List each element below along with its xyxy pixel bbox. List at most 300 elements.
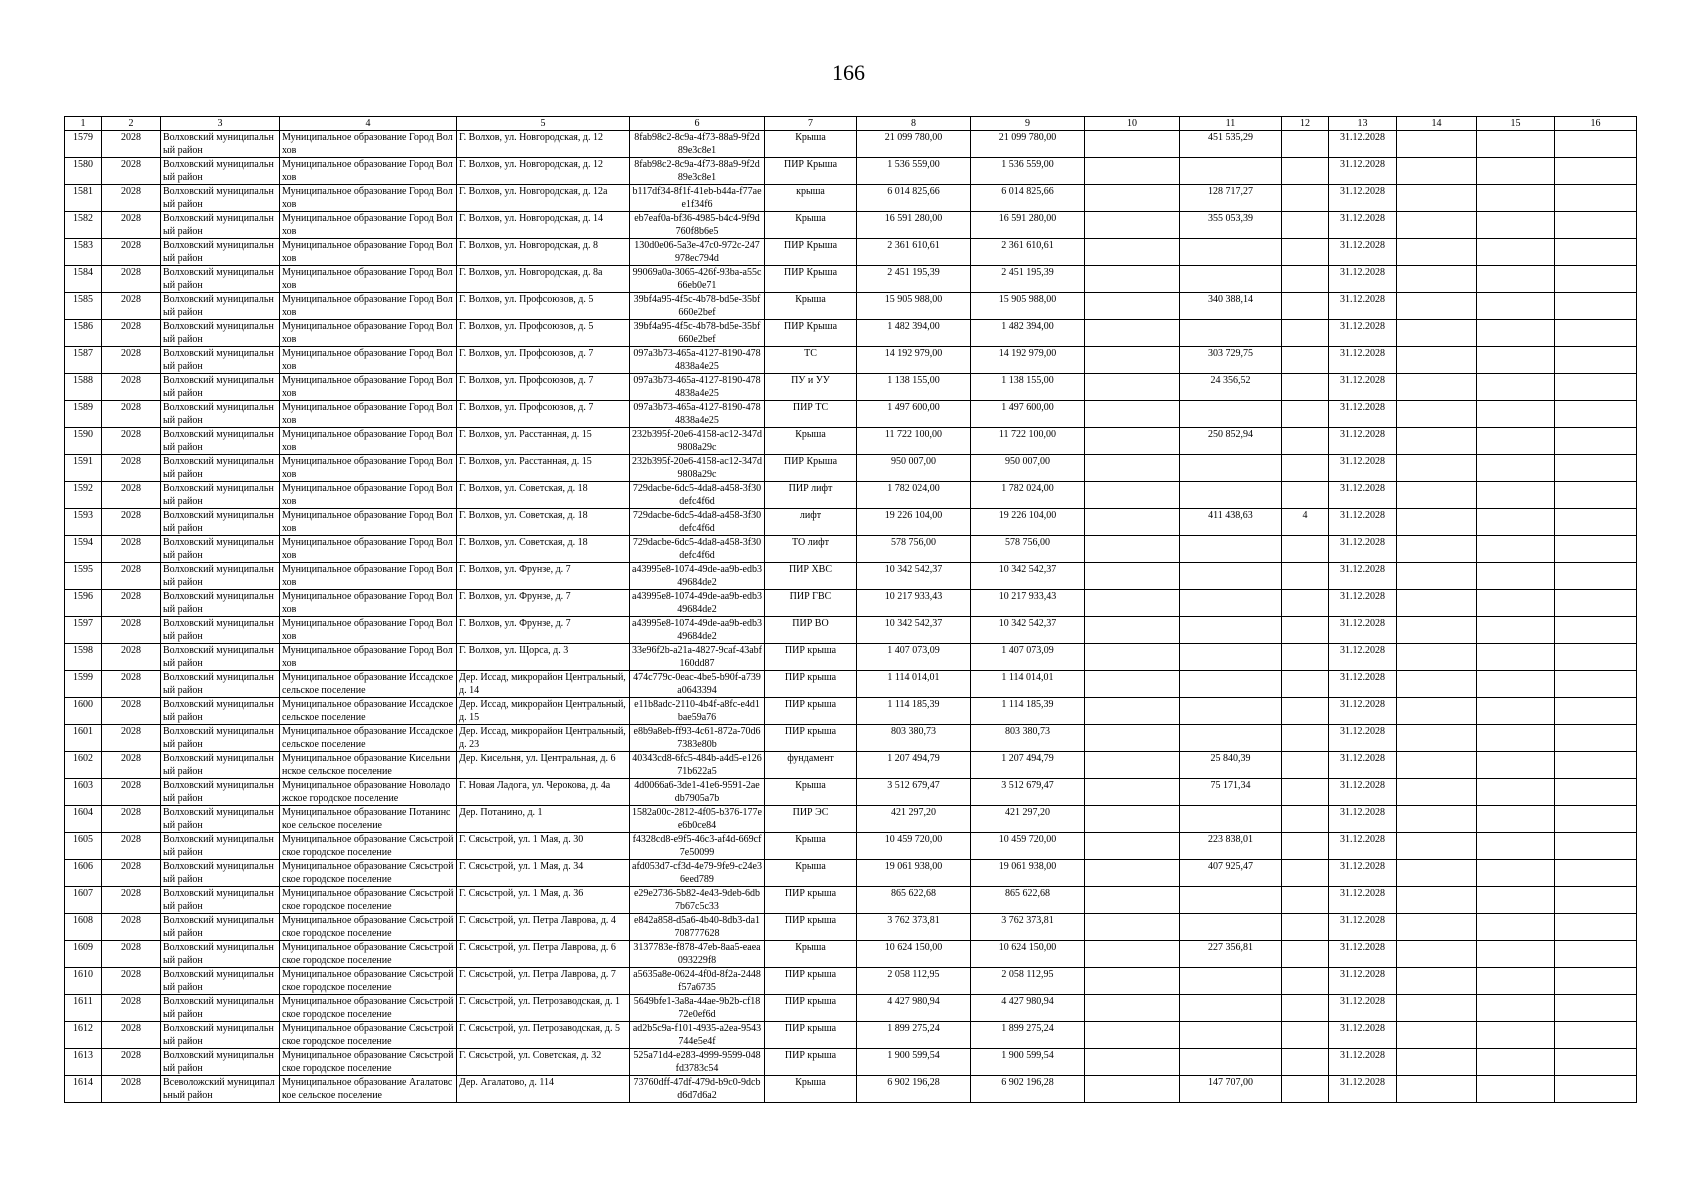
table-cell-col-4: Муниципальное образование Сясьстройское городское поселение [280,1022,457,1049]
table-row [65,509,1637,536]
table-cell-col-5: Дер. Агалатово, д. 114 [457,1076,630,1103]
table-cell-col-13: 31.12.2028 [1329,428,1397,455]
table-cell-col-4: Муниципальное образование Город Волхов [280,563,457,590]
table-cell-col-16 [1555,941,1637,968]
table-cell-col-8: 19 226 104,00 [857,509,971,536]
table-cell-col-13: 31.12.2028 [1329,509,1397,536]
table-cell-col-11 [1180,887,1282,914]
table-cell-col-1: 1605 [65,833,102,860]
header-row [65,117,1637,131]
table-cell-col-13: 31.12.2028 [1329,752,1397,779]
table-cell-col-8: 10 342 542,37 [857,617,971,644]
table-cell-col-3: Волховский муниципальный район [161,725,280,752]
table-cell-col-6: 474c779c-0eac-4be5-b90f-a739a0643394 [630,671,765,698]
column-header-11: 11 [1180,117,1282,131]
table-cell-col-15 [1477,536,1555,563]
table-cell-col-3: Волховский муниципальный район [161,563,280,590]
column-header-5: 5 [457,117,630,131]
table-row [65,131,1637,158]
table-cell-col-2: 2028 [102,320,161,347]
table-row [65,374,1637,401]
table-cell-col-14 [1397,320,1477,347]
table-cell-col-5: Дер. Иссад, микрорайон Центральный, д. 14 [457,671,630,698]
table-cell-col-15 [1477,887,1555,914]
table-cell-col-7: ПИР крыша [765,1022,857,1049]
table-cell-col-16 [1555,536,1637,563]
table-cell-col-11 [1180,1049,1282,1076]
table-cell-col-14 [1397,482,1477,509]
table-cell-col-5: Г. Сясьстрой, ул. 1 Мая, д. 34 [457,860,630,887]
table-cell-col-16 [1555,671,1637,698]
table-cell-col-2: 2028 [102,887,161,914]
table-cell-col-1: 1587 [65,347,102,374]
table-cell-col-1: 1594 [65,536,102,563]
table-cell-col-6: 40343cd8-6fc5-484b-a4d5-e12671b622a5 [630,752,765,779]
registry-table [64,116,1637,1103]
table-cell-col-2: 2028 [102,347,161,374]
table-cell-col-13: 31.12.2028 [1329,698,1397,725]
table-cell-col-4: Муниципальное образование Город Волхов [280,293,457,320]
table-cell-col-7: ПИР крыша [765,644,857,671]
table-cell-col-3: Волховский муниципальный район [161,239,280,266]
table-cell-col-3: Волховский муниципальный район [161,401,280,428]
table-cell-col-15 [1477,968,1555,995]
table-cell-col-5: Г. Волхов, ул. Профсоюзов, д. 7 [457,347,630,374]
table-cell-col-12 [1282,833,1329,860]
table-cell-col-11: 75 171,34 [1180,779,1282,806]
table-cell-col-8: 803 380,73 [857,725,971,752]
table-cell-col-9: 1 138 155,00 [971,374,1085,401]
table-cell-col-6: a43995e8-1074-49de-aa9b-edb349684de2 [630,617,765,644]
table-cell-col-11 [1180,239,1282,266]
table-cell-col-9: 803 380,73 [971,725,1085,752]
table-cell-col-10 [1085,698,1180,725]
table-cell-col-3: Волховский муниципальный район [161,266,280,293]
table-cell-col-2: 2028 [102,779,161,806]
table-cell-col-6: eb7eaf0a-bf36-4985-b4c4-9f9d760f8b6e5 [630,212,765,239]
table-row [65,644,1637,671]
table-cell-col-2: 2028 [102,725,161,752]
table-cell-col-7: ПИР ВО [765,617,857,644]
table-cell-col-7: ТС [765,347,857,374]
table-cell-col-10 [1085,617,1180,644]
table-cell-col-3: Волховский муниципальный район [161,212,280,239]
column-header-13: 13 [1329,117,1397,131]
table-cell-col-5: Дер. Кисельня, ул. Центральная, д. 6 [457,752,630,779]
table-cell-col-11 [1180,455,1282,482]
table-cell-col-16 [1555,644,1637,671]
table-cell-col-15 [1477,428,1555,455]
column-header-10: 10 [1085,117,1180,131]
table-cell-col-2: 2028 [102,833,161,860]
table-cell-col-10 [1085,1049,1180,1076]
table-cell-col-2: 2028 [102,1076,161,1103]
table-cell-col-5: Г. Волхов, ул. Советская, д. 18 [457,482,630,509]
table-cell-col-14 [1397,266,1477,293]
table-row [65,212,1637,239]
table-cell-col-8: 16 591 280,00 [857,212,971,239]
table-cell-col-12 [1282,212,1329,239]
table-cell-col-4: Муниципальное образование Город Волхов [280,590,457,617]
table-cell-col-14 [1397,590,1477,617]
table-cell-col-13: 31.12.2028 [1329,482,1397,509]
table-cell-col-9: 19 061 938,00 [971,860,1085,887]
table-cell-col-12 [1282,1049,1329,1076]
table-cell-col-16 [1555,212,1637,239]
table-cell-col-3: Волховский муниципальный район [161,293,280,320]
table-cell-col-4: Муниципальное образование Иссадское сельское поселение [280,725,457,752]
table-cell-col-12 [1282,455,1329,482]
table-cell-col-7: ПИР Крыша [765,455,857,482]
table-cell-col-14 [1397,185,1477,212]
table-cell-col-3: Волховский муниципальный район [161,671,280,698]
table-cell-col-1: 1585 [65,293,102,320]
table-cell-col-7: ПИР ГВС [765,590,857,617]
table-cell-col-16 [1555,1049,1637,1076]
table-cell-col-16 [1555,428,1637,455]
table-cell-col-8: 950 007,00 [857,455,971,482]
table-cell-col-13: 31.12.2028 [1329,941,1397,968]
table-cell-col-2: 2028 [102,374,161,401]
table-cell-col-16 [1555,590,1637,617]
table-cell-col-16 [1555,239,1637,266]
table-cell-col-9: 16 591 280,00 [971,212,1085,239]
table-cell-col-2: 2028 [102,995,161,1022]
table-cell-col-9: 578 756,00 [971,536,1085,563]
table-cell-col-10 [1085,590,1180,617]
table-cell-col-12 [1282,779,1329,806]
table-cell-col-2: 2028 [102,968,161,995]
table-cell-col-15 [1477,401,1555,428]
table-cell-col-4: Муниципальное образование Сясьстройское городское поселение [280,914,457,941]
table-cell-col-11: 128 717,27 [1180,185,1282,212]
table-row [65,941,1637,968]
table-cell-col-10 [1085,887,1180,914]
table-cell-col-10 [1085,860,1180,887]
table-cell-col-6: e8b9a8eb-ff93-4c61-872a-70d67383e80b [630,725,765,752]
table-cell-col-1: 1593 [65,509,102,536]
table-cell-col-2: 2028 [102,482,161,509]
table-cell-col-1: 1586 [65,320,102,347]
table-cell-col-5: Г. Волхов, ул. Фрунзе, д. 7 [457,617,630,644]
table-cell-col-13: 31.12.2028 [1329,212,1397,239]
table-cell-col-11 [1180,590,1282,617]
table-cell-col-15 [1477,185,1555,212]
table-cell-col-10 [1085,158,1180,185]
table-cell-col-1: 1607 [65,887,102,914]
table-cell-col-5: Г. Волхов, ул. Профсоюзов, д. 5 [457,293,630,320]
table-cell-col-16 [1555,698,1637,725]
table-cell-col-12 [1282,1076,1329,1103]
table-cell-col-9: 1 782 024,00 [971,482,1085,509]
table-cell-col-8: 865 622,68 [857,887,971,914]
table-cell-col-4: Муниципальное образование Город Волхов [280,239,457,266]
table-cell-col-3: Волховский муниципальный район [161,941,280,968]
table-cell-col-4: Муниципальное образование Город Волхов [280,401,457,428]
table-cell-col-1: 1581 [65,185,102,212]
table-cell-col-6: e29e2736-5b82-4e43-9deb-6db7b67c5c33 [630,887,765,914]
table-cell-col-15 [1477,509,1555,536]
table-cell-col-2: 2028 [102,590,161,617]
table-cell-col-5: Г. Волхов, ул. Фрунзе, д. 7 [457,590,630,617]
table-cell-col-16 [1555,347,1637,374]
table-cell-col-1: 1588 [65,374,102,401]
table-cell-col-2: 2028 [102,428,161,455]
table-cell-col-5: Г. Волхов, ул. Новгородская, д. 12а [457,185,630,212]
table-cell-col-15 [1477,860,1555,887]
table-cell-col-15 [1477,941,1555,968]
table-cell-col-6: 097a3b73-465a-4127-8190-4784838a4e25 [630,401,765,428]
table-cell-col-6: 729dacbe-6dc5-4da8-a458-3f30defc4f6d [630,509,765,536]
table-row [65,320,1637,347]
table-cell-col-6: 5649bfe1-3a8a-44ae-9b2b-cf1872e0ef6d [630,995,765,1022]
table-cell-col-4: Муниципальное образование Потанинское сельское поселение [280,806,457,833]
table-cell-col-14 [1397,860,1477,887]
table-cell-col-8: 2 361 610,61 [857,239,971,266]
table-cell-col-6: 729dacbe-6dc5-4da8-a458-3f30defc4f6d [630,482,765,509]
table-cell-col-7: ПИР лифт [765,482,857,509]
table-cell-col-5: Г. Волхов, ул. Щорса, д. 3 [457,644,630,671]
table-cell-col-9: 19 226 104,00 [971,509,1085,536]
table-cell-col-3: Волховский муниципальный район [161,644,280,671]
table-cell-col-16 [1555,833,1637,860]
table-cell-col-10 [1085,1022,1180,1049]
table-cell-col-8: 6 902 196,28 [857,1076,971,1103]
table-cell-col-16 [1555,266,1637,293]
table-cell-col-12 [1282,401,1329,428]
table-cell-col-4: Муниципальное образование Новоладожское городское поселение [280,779,457,806]
table-cell-col-10 [1085,374,1180,401]
table-cell-col-1: 1590 [65,428,102,455]
table-cell-col-11 [1180,725,1282,752]
table-cell-col-7: Крыша [765,941,857,968]
table-cell-col-12 [1282,239,1329,266]
table-row [65,293,1637,320]
table-cell-col-8: 14 192 979,00 [857,347,971,374]
table-cell-col-11 [1180,617,1282,644]
table-cell-col-10 [1085,914,1180,941]
table-cell-col-7: крыша [765,185,857,212]
table-row [65,401,1637,428]
table-cell-col-6: e11b8adc-2110-4b4f-a8fc-e4d1bae59a76 [630,698,765,725]
table-cell-col-2: 2028 [102,131,161,158]
table-row [65,590,1637,617]
table-cell-col-7: ПИР крыша [765,887,857,914]
table-cell-col-16 [1555,1076,1637,1103]
table-cell-col-13: 31.12.2028 [1329,185,1397,212]
table-cell-col-3: Волховский муниципальный район [161,428,280,455]
table-cell-col-1: 1595 [65,563,102,590]
table-cell-col-7: ПИР Крыша [765,266,857,293]
table-cell-col-1: 1602 [65,752,102,779]
table-cell-col-9: 1 207 494,79 [971,752,1085,779]
table-cell-col-10 [1085,401,1180,428]
table-cell-col-15 [1477,374,1555,401]
table-row [65,725,1637,752]
table-cell-col-11: 223 838,01 [1180,833,1282,860]
table-cell-col-8: 10 342 542,37 [857,563,971,590]
table-cell-col-15 [1477,617,1555,644]
table-cell-col-12 [1282,563,1329,590]
table-cell-col-9: 950 007,00 [971,455,1085,482]
table-cell-col-5: Г. Сясьстрой, ул. 1 Мая, д. 36 [457,887,630,914]
column-header-14: 14 [1397,117,1477,131]
table-cell-col-12 [1282,293,1329,320]
table-cell-col-10 [1085,536,1180,563]
table-cell-col-4: Муниципальное образование Город Волхов [280,536,457,563]
table-cell-col-12: 4 [1282,509,1329,536]
table-cell-col-14 [1397,941,1477,968]
table-cell-col-2: 2028 [102,860,161,887]
table-cell-col-14 [1397,644,1477,671]
table-cell-col-1: 1582 [65,212,102,239]
table-row [65,671,1637,698]
table-cell-col-9: 1 497 600,00 [971,401,1085,428]
table-cell-col-8: 1 114 185,39 [857,698,971,725]
table-cell-col-14 [1397,293,1477,320]
table-cell-col-15 [1477,752,1555,779]
table-cell-col-6: 33e96f2b-a21a-4827-9caf-43abf160dd87 [630,644,765,671]
table-cell-col-12 [1282,644,1329,671]
table-cell-col-8: 1 114 014,01 [857,671,971,698]
table-cell-col-11: 24 356,52 [1180,374,1282,401]
column-header-1: 1 [65,117,102,131]
table-cell-col-13: 31.12.2028 [1329,347,1397,374]
table-cell-col-4: Муниципальное образование Город Волхов [280,455,457,482]
table-cell-col-1: 1604 [65,806,102,833]
table-cell-col-14 [1397,239,1477,266]
table-cell-col-3: Волховский муниципальный район [161,860,280,887]
table-cell-col-15 [1477,131,1555,158]
table-row [65,914,1637,941]
table-cell-col-14 [1397,617,1477,644]
table-cell-col-12 [1282,914,1329,941]
table-cell-col-9: 421 297,20 [971,806,1085,833]
table-cell-col-9: 3 512 679,47 [971,779,1085,806]
table-cell-col-3: Волховский муниципальный район [161,131,280,158]
table-cell-col-11 [1180,401,1282,428]
table-cell-col-9: 1 482 394,00 [971,320,1085,347]
table-cell-col-13: 31.12.2028 [1329,725,1397,752]
table-row [65,347,1637,374]
table-cell-col-14 [1397,455,1477,482]
table-cell-col-12 [1282,671,1329,698]
table-cell-col-2: 2028 [102,536,161,563]
table-cell-col-5: Г. Сясьстрой, ул. Петра Лаврова, д. 4 [457,914,630,941]
table-cell-col-13: 31.12.2028 [1329,995,1397,1022]
table-cell-col-8: 578 756,00 [857,536,971,563]
table-cell-col-7: ПУ и УУ [765,374,857,401]
table-cell-col-3: Волховский муниципальный район [161,914,280,941]
table-cell-col-15 [1477,833,1555,860]
table-cell-col-11: 407 925,47 [1180,860,1282,887]
table-cell-col-16 [1555,131,1637,158]
table-cell-col-9: 14 192 979,00 [971,347,1085,374]
table-cell-col-8: 21 099 780,00 [857,131,971,158]
table-cell-col-13: 31.12.2028 [1329,293,1397,320]
table-cell-col-3: Волховский муниципальный район [161,509,280,536]
table-cell-col-7: ТО лифт [765,536,857,563]
table-cell-col-15 [1477,806,1555,833]
table-cell-col-15 [1477,1022,1555,1049]
table-cell-col-16 [1555,806,1637,833]
table-cell-col-10 [1085,806,1180,833]
table-cell-col-6: 3137783e-f878-47eb-8aa5-eaea093229f8 [630,941,765,968]
table-cell-col-16 [1555,968,1637,995]
table-cell-col-9: 10 624 150,00 [971,941,1085,968]
table-cell-col-5: Г. Волхов, ул. Расстанная, д. 15 [457,455,630,482]
table-cell-col-16 [1555,455,1637,482]
table-cell-col-14 [1397,158,1477,185]
table-cell-col-8: 2 451 195,39 [857,266,971,293]
table-row [65,563,1637,590]
table-cell-col-13: 31.12.2028 [1329,1022,1397,1049]
table-row [65,266,1637,293]
table-cell-col-14 [1397,779,1477,806]
table-cell-col-15 [1477,266,1555,293]
table-cell-col-2: 2028 [102,1022,161,1049]
table-cell-col-13: 31.12.2028 [1329,131,1397,158]
table-row [65,887,1637,914]
table-cell-col-1: 1584 [65,266,102,293]
table-cell-col-11: 25 840,39 [1180,752,1282,779]
table-cell-col-9: 2 058 112,95 [971,968,1085,995]
table-cell-col-13: 31.12.2028 [1329,968,1397,995]
table-cell-col-4: Муниципальное образование Сясьстройское городское поселение [280,833,457,860]
table-cell-col-1: 1600 [65,698,102,725]
table-cell-col-16 [1555,995,1637,1022]
table-cell-col-9: 1 899 275,24 [971,1022,1085,1049]
table-cell-col-5: Г. Волхов, ул. Новгородская, д. 12 [457,131,630,158]
table-cell-col-5: Г. Волхов, ул. Фрунзе, д. 7 [457,563,630,590]
table-cell-col-6: 232b395f-20e6-4158-ac12-347d9808a29c [630,428,765,455]
table-cell-col-1: 1596 [65,590,102,617]
table-cell-col-10 [1085,455,1180,482]
table-cell-col-16 [1555,779,1637,806]
table-cell-col-10 [1085,266,1180,293]
table-cell-col-3: Волховский муниципальный район [161,698,280,725]
table-cell-col-7: ПИР Крыша [765,239,857,266]
table-cell-col-16 [1555,563,1637,590]
table-cell-col-7: ПИР ТС [765,401,857,428]
table-cell-col-2: 2028 [102,806,161,833]
table-cell-col-12 [1282,347,1329,374]
table-cell-col-10 [1085,212,1180,239]
table-cell-col-2: 2028 [102,671,161,698]
table-cell-col-9: 10 459 720,00 [971,833,1085,860]
table-cell-col-4: Муниципальное образование Город Волхов [280,266,457,293]
table-cell-col-13: 31.12.2028 [1329,644,1397,671]
table-cell-col-13: 31.12.2028 [1329,833,1397,860]
table-cell-col-14 [1397,509,1477,536]
table-cell-col-13: 31.12.2028 [1329,158,1397,185]
table-cell-col-10 [1085,293,1180,320]
table-cell-col-11 [1180,995,1282,1022]
page-number: 166 [832,60,865,85]
table-cell-col-16 [1555,860,1637,887]
table-cell-col-9: 11 722 100,00 [971,428,1085,455]
table-cell-col-11 [1180,563,1282,590]
table-cell-col-10 [1085,482,1180,509]
table-cell-col-6: 1582a00c-2812-4f05-b376-177ee6b0ce84 [630,806,765,833]
table-cell-col-1: 1601 [65,725,102,752]
table-cell-col-11: 147 707,00 [1180,1076,1282,1103]
table-cell-col-14 [1397,563,1477,590]
table-row [65,752,1637,779]
table-cell-col-15 [1477,698,1555,725]
table-cell-col-2: 2028 [102,941,161,968]
table-cell-col-10 [1085,833,1180,860]
